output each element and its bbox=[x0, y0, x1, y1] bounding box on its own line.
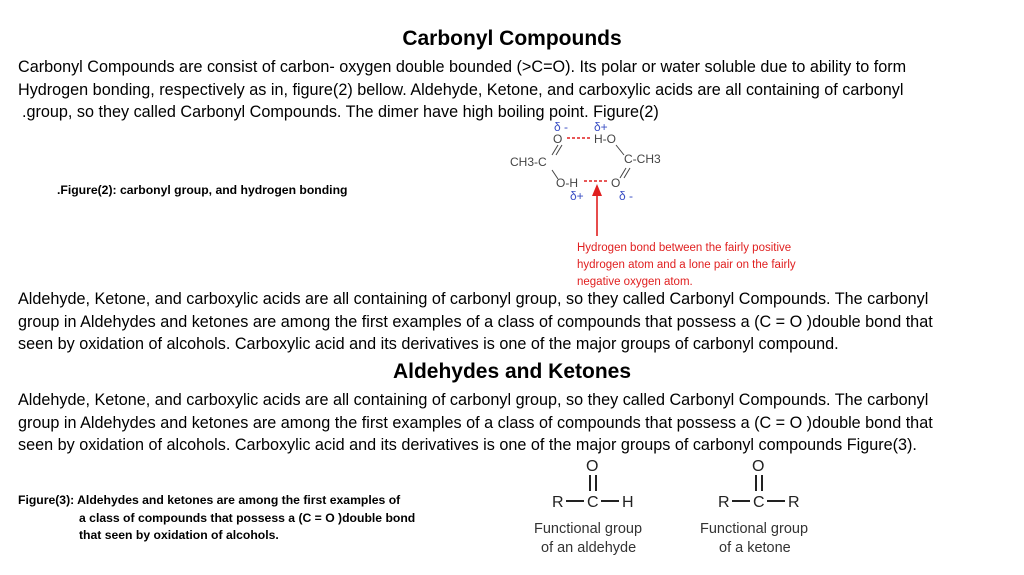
ketone-r-group-left: R bbox=[718, 494, 730, 511]
group-cch3-right: C-CH3 bbox=[624, 152, 661, 166]
paragraph-line: group in Aldehydes and ketones are among the first examples of a class of compounds that possess a (C = O )double bond that bbox=[18, 413, 933, 432]
delta-minus-bottom-right: δ - bbox=[619, 189, 634, 203]
aldehyde-label-line: of an aldehyde bbox=[541, 540, 637, 556]
section-subtitle: Aldehydes and Ketones bbox=[392, 360, 632, 383]
figure3-caption-line: Figure(3): Aldehydes and ketones are among the first examples of bbox=[18, 493, 401, 507]
atom-o-bottom-right: O bbox=[611, 176, 621, 190]
bond-line bbox=[616, 145, 624, 155]
hbond-note-line: hydrogen atom and a lone pair on the fairly bbox=[577, 259, 796, 271]
aldehyde-oxygen: O bbox=[586, 458, 599, 475]
group-ch3c-left: CH3-C bbox=[510, 155, 547, 169]
delta-plus-top-right: δ+ bbox=[594, 120, 608, 134]
paragraph-line: seen by oxidation of alcohols. Carboxylic acid and its derivatives is one of the major groups of carbonyl compound. bbox=[18, 335, 839, 353]
ketone-oxygen: O bbox=[752, 458, 765, 475]
figure3-caption bbox=[18, 492, 415, 545]
aldehyde-carbon: C bbox=[587, 494, 599, 511]
intro-line: .group, so they called Carbonyl Compounds. The dimer have high boiling point. Figure(2) bbox=[22, 103, 659, 121]
hbond-arrow-head bbox=[592, 184, 602, 196]
paragraph-line: seen by oxidation of alcohols. Carboxylic acid and its derivatives is one of the major groups of carbonyl compounds Figure(3). bbox=[18, 436, 917, 454]
atom-oh-bottom-left: O-H bbox=[556, 176, 578, 190]
aldehyde-r-group: R bbox=[552, 494, 564, 511]
ketone-label-line: of a ketone bbox=[719, 540, 791, 556]
atom-ho-top-right: H-O bbox=[594, 132, 616, 146]
delta-minus-top-left: δ - bbox=[554, 120, 569, 134]
ketone-r-group-right: R bbox=[788, 494, 800, 511]
slide-title: Carbonyl Compounds bbox=[402, 27, 622, 50]
aldehyde-hydrogen: H bbox=[622, 494, 634, 511]
hbond-note-line: Hydrogen bond between the fairly positive bbox=[577, 242, 792, 254]
figure3-caption-line: that seen by oxidation of alcohols. bbox=[79, 528, 279, 542]
intro-paragraph bbox=[18, 56, 1008, 124]
aldehyde-label-line: Functional group bbox=[534, 521, 643, 537]
atom-o-top-left: O bbox=[553, 132, 563, 146]
figure3-functional-groups-diagram bbox=[520, 455, 840, 565]
intro-line: Hydrogen bonding, respectively as in, figure(2) bellow. Aldehyde, Ketone, and carboxylic acids are all containing of carbonyl bbox=[18, 80, 904, 99]
hbond-note-line: negative oxygen atom. bbox=[577, 276, 693, 288]
ketone-label-line: Functional group bbox=[700, 521, 809, 537]
intro-line: Carbonyl Compounds are consist of carbon- oxygen double bounded (>C=O). Its polar or water soluble due to ability to form bbox=[18, 58, 907, 76]
paragraph-line: Aldehyde, Ketone, and carboxylic acids are all containing of carbonyl group, so they called Carbonyl Compounds. The carbonyl bbox=[18, 391, 929, 409]
paragraph-aldehydes-ketones bbox=[18, 389, 1008, 457]
paragraph-line: Aldehyde, Ketone, and carboxylic acids are all containing of carbonyl group, so they called Carbonyl Compounds. The carbonyl bbox=[18, 290, 929, 308]
delta-plus-bottom-left: δ+ bbox=[570, 189, 584, 203]
paragraph-line: group in Aldehydes and ketones are among the first examples of a class of compounds that possess a (C = O )double bond that bbox=[18, 312, 933, 331]
paragraph-carbonyl-groups bbox=[18, 288, 1008, 356]
figure3-caption-line: a class of compounds that possess a (C = O )double bond bbox=[79, 510, 416, 525]
figure2-caption: .Figure(2): carbonyl group, and hydrogen bonding bbox=[57, 183, 348, 197]
figure2-hydrogen-bond-diagram bbox=[500, 118, 850, 290]
ketone-carbon: C bbox=[753, 494, 765, 511]
